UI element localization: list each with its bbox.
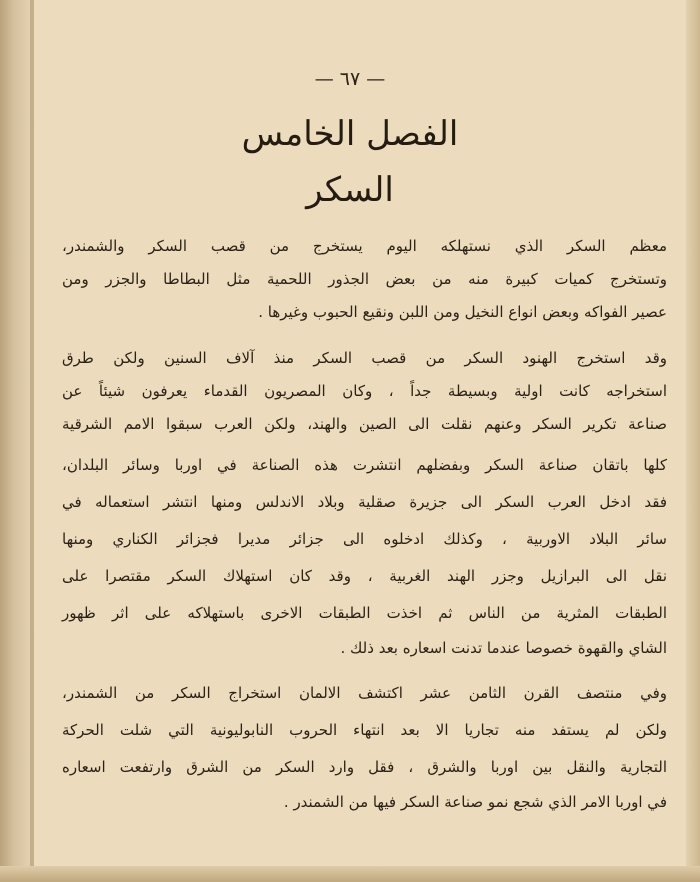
paragraph-2-line-5: فقد ادخل العرب السكر الى جزيرة صقلية وبلاد الاندلس ومنها انتشر استعماله في — [62, 493, 667, 511]
paragraph-2-line-9: الشاي والقهوة خصوصا عندما تدنت اسعاره بعد ذلك . — [340, 639, 667, 657]
paragraph-2-line-1: وقد استخرج الهنود السكر من قصب السكر منذ آلاف السنين ولكن طرق — [62, 349, 667, 367]
page-bottom-edge — [0, 866, 700, 882]
paragraph-2-line-2: استخراجه كانت اولية وبسيطة جداً ، وكان المصريون القدماء يعرفون شيئاً عن — [62, 382, 667, 400]
section-title: السكر — [306, 170, 394, 210]
paragraph-2-line-3: صناعة تكرير السكر وعنهم نقلت الى الصين والهند، ولكن العرب سبقوا الامم الشرقية — [62, 415, 667, 433]
paragraph-2-line-6: سائر البلاد الاوربية ، وكذلك ادخلوه الى جزائر مديرا فجزائر الكناري ومنها — [62, 530, 667, 548]
paragraph-1-line-2: وتستخرج كميات كبيرة منه من بعض الجذور اللحمية مثل البطاطا والجزر ومن — [62, 270, 667, 288]
paragraph-1-line-3: عصير الفواكه وبعض انواع النخيل ومن اللبن ونقيع الحبوب وغيرها . — [258, 303, 667, 321]
paragraph-3-line-3: التجارية والنقل بين اوربا والشرق ، فقل وارد السكر من الشرق وارتفعت اسعاره — [62, 758, 667, 776]
paragraph-1-line-1: معظم السكر الذي نستهلكه اليوم يستخرج من قصب السكر والشمندر، — [62, 237, 667, 255]
paragraph-2-line-4: كلها باتقان صناعة السكر وبفضلهم انتشرت هذه الصناعة في اوربا وسائر البلدان، — [62, 456, 667, 474]
page-number: — ٦٧ — — [314, 68, 386, 90]
paragraph-2-line-8: الطبقات المثرية من الناس ثم اخذت الطبقات الاخرى باستهلاكه على اثر ظهور — [62, 604, 667, 622]
paragraph-3-line-2: ولكن لم يستفد منه تجاريا الا بعد انتهاء الحروب النابوليونية التي شلت الحركة — [62, 721, 667, 739]
paragraph-3-line-4: في اوربا الامر الذي شجع نمو صناعة السكر فيها من الشمندر . — [283, 793, 667, 811]
paragraph-2-line-7: نقل الى البرازيل وجزر الهند الغربية ، وقد كان استهلاك السكر مقتصرا على — [62, 567, 667, 585]
paragraph-3-line-1: وفي منتصف القرن الثامن عشر اكتشف الالمان استخراج السكر من الشمندر، — [62, 684, 667, 702]
chapter-title: الفصل الخامس — [241, 114, 459, 154]
